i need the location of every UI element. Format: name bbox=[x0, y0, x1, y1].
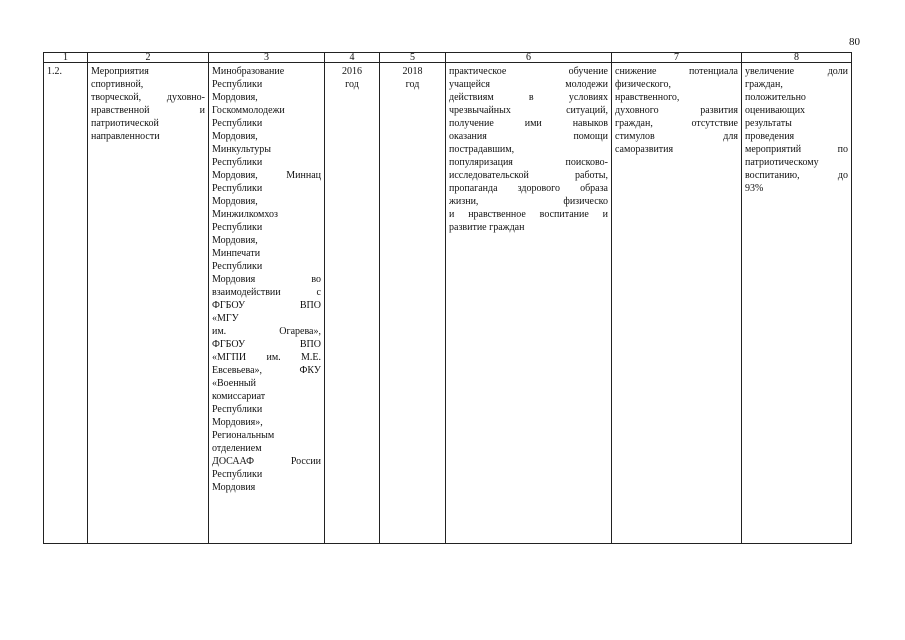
executor-line: Республики bbox=[212, 183, 263, 194]
cell-start-year bbox=[325, 63, 380, 544]
executor-line: Республики bbox=[212, 469, 263, 480]
measure-name-line: творческой, духовно- bbox=[91, 92, 205, 103]
table-row bbox=[44, 63, 852, 544]
executor-line: Республики bbox=[212, 222, 263, 233]
header-col-1: 1 bbox=[44, 53, 88, 63]
executor-line: Мордовия, bbox=[212, 131, 258, 142]
executor-line: Региональным bbox=[212, 430, 275, 441]
executor-line: ФГБОУ ВПО bbox=[212, 339, 321, 350]
executor-line: ФГБОУ ВПО bbox=[212, 300, 321, 311]
executor-line: Республики bbox=[212, 404, 263, 415]
executor-line: Мордовия, bbox=[212, 196, 258, 207]
executor-line: Минжилкомхоз bbox=[212, 209, 278, 220]
content-line: получение ими навыков bbox=[449, 118, 608, 129]
cell-risks bbox=[612, 63, 742, 544]
content-line: чрезвычайных ситуаций, bbox=[449, 105, 608, 116]
measure-name-line: направленности bbox=[91, 131, 160, 142]
content-line: исследовательской работы, bbox=[449, 170, 608, 181]
executor-line: Минпечати bbox=[212, 248, 261, 259]
executor-line: «МГУ bbox=[212, 313, 239, 324]
risk-line: нравственного, bbox=[615, 92, 680, 103]
measure-name-line: патриотической bbox=[91, 118, 159, 129]
result-line: мероприятий по bbox=[745, 144, 848, 155]
executor-line: взаимодействии с bbox=[212, 287, 321, 298]
content-line: практическое обучение bbox=[449, 66, 608, 77]
content-line: жизни, физическо bbox=[449, 196, 608, 207]
start-year-line: год bbox=[345, 79, 359, 90]
risk-line: саморазвития bbox=[615, 144, 674, 155]
cell-end-year bbox=[380, 63, 446, 544]
content-line: развитие граждан bbox=[449, 222, 525, 233]
content-line: популяризация поисково- bbox=[449, 157, 608, 168]
executor-line: Минобразование bbox=[212, 66, 285, 77]
risk-line: стимулов для bbox=[615, 131, 738, 142]
result-line: увеличение доли bbox=[745, 66, 848, 77]
executor-line: «МГПИ им. М.Е. bbox=[212, 352, 321, 363]
start-year-line: 2016 bbox=[342, 66, 362, 77]
executor-line: им. Огарева», bbox=[212, 326, 321, 337]
executor-line: Республики bbox=[212, 118, 263, 129]
executor-line: Мордовия bbox=[212, 482, 256, 493]
row-number: 1.2. bbox=[47, 66, 62, 77]
executor-line: Республики bbox=[212, 79, 263, 90]
content-line: оказания помощи bbox=[449, 131, 608, 142]
header-col-8: 8 bbox=[742, 53, 852, 63]
measure-name-line: нравственной и bbox=[91, 105, 205, 116]
measure-name-line: спортивной, bbox=[91, 79, 144, 90]
cell-executors bbox=[209, 63, 325, 544]
result-line: воспитанию, до bbox=[745, 170, 848, 181]
risk-line: снижение потенциала bbox=[615, 66, 738, 77]
content-line: пропаганда здорового образа bbox=[449, 183, 608, 194]
result-line: проведения bbox=[745, 131, 795, 142]
content-line: учащейся молодежи bbox=[449, 79, 608, 90]
executor-line: Госкоммолодежи bbox=[212, 105, 285, 116]
result-line: патриотическому bbox=[745, 157, 819, 168]
cell-content bbox=[446, 63, 612, 544]
cell-number bbox=[44, 63, 88, 544]
executor-line: Мордовия во bbox=[212, 274, 321, 285]
end-year-line: 2018 bbox=[402, 66, 423, 77]
executor-line: «Военный bbox=[212, 378, 257, 389]
executor-line: Республики bbox=[212, 261, 263, 272]
header-col-6: 6 bbox=[446, 53, 612, 63]
executor-line: Мордовия», bbox=[212, 417, 263, 428]
executor-line: Республики bbox=[212, 157, 263, 168]
executor-line: комиссариат bbox=[212, 391, 266, 402]
header-col-2: 2 bbox=[88, 53, 209, 63]
result-line: граждан, bbox=[745, 79, 783, 90]
risk-line: физического, bbox=[615, 79, 671, 90]
result-line: положительно bbox=[745, 92, 806, 103]
header-row bbox=[44, 53, 852, 63]
executor-line: отделением bbox=[212, 443, 262, 454]
measures-table bbox=[43, 52, 852, 544]
result-line: 93% bbox=[745, 183, 764, 194]
result-line: оценивающих bbox=[745, 105, 806, 116]
executor-line: ДОСААФ России bbox=[212, 456, 321, 467]
cell-measure-name bbox=[88, 63, 209, 544]
header-col-5: 5 bbox=[380, 53, 446, 63]
content-line: и нравственное воспитание и bbox=[449, 209, 608, 220]
executor-line: Мордовия, Миннац bbox=[212, 170, 321, 181]
cell-result bbox=[742, 63, 852, 544]
measure-name-line: Мероприятия bbox=[91, 66, 149, 77]
risk-line: граждан, отсутствие bbox=[615, 118, 738, 129]
header-col-7: 7 bbox=[612, 53, 742, 63]
executor-line: Евсевьева», ФКУ bbox=[212, 365, 321, 376]
end-year-line: год bbox=[405, 79, 420, 90]
header-col-4: 4 bbox=[325, 53, 380, 63]
header-col-3: 3 bbox=[209, 53, 325, 63]
risk-line: духовного развития bbox=[615, 105, 738, 116]
executor-line: Мордовия, bbox=[212, 92, 258, 103]
result-line: результаты bbox=[745, 118, 792, 129]
executor-line: Минкультуры bbox=[212, 144, 271, 155]
executor-line: Мордовия, bbox=[212, 235, 258, 246]
content-line: пострадавшим, bbox=[449, 144, 515, 155]
content-line: действиям в условиях bbox=[449, 92, 608, 103]
page-number: 80 bbox=[849, 36, 860, 48]
